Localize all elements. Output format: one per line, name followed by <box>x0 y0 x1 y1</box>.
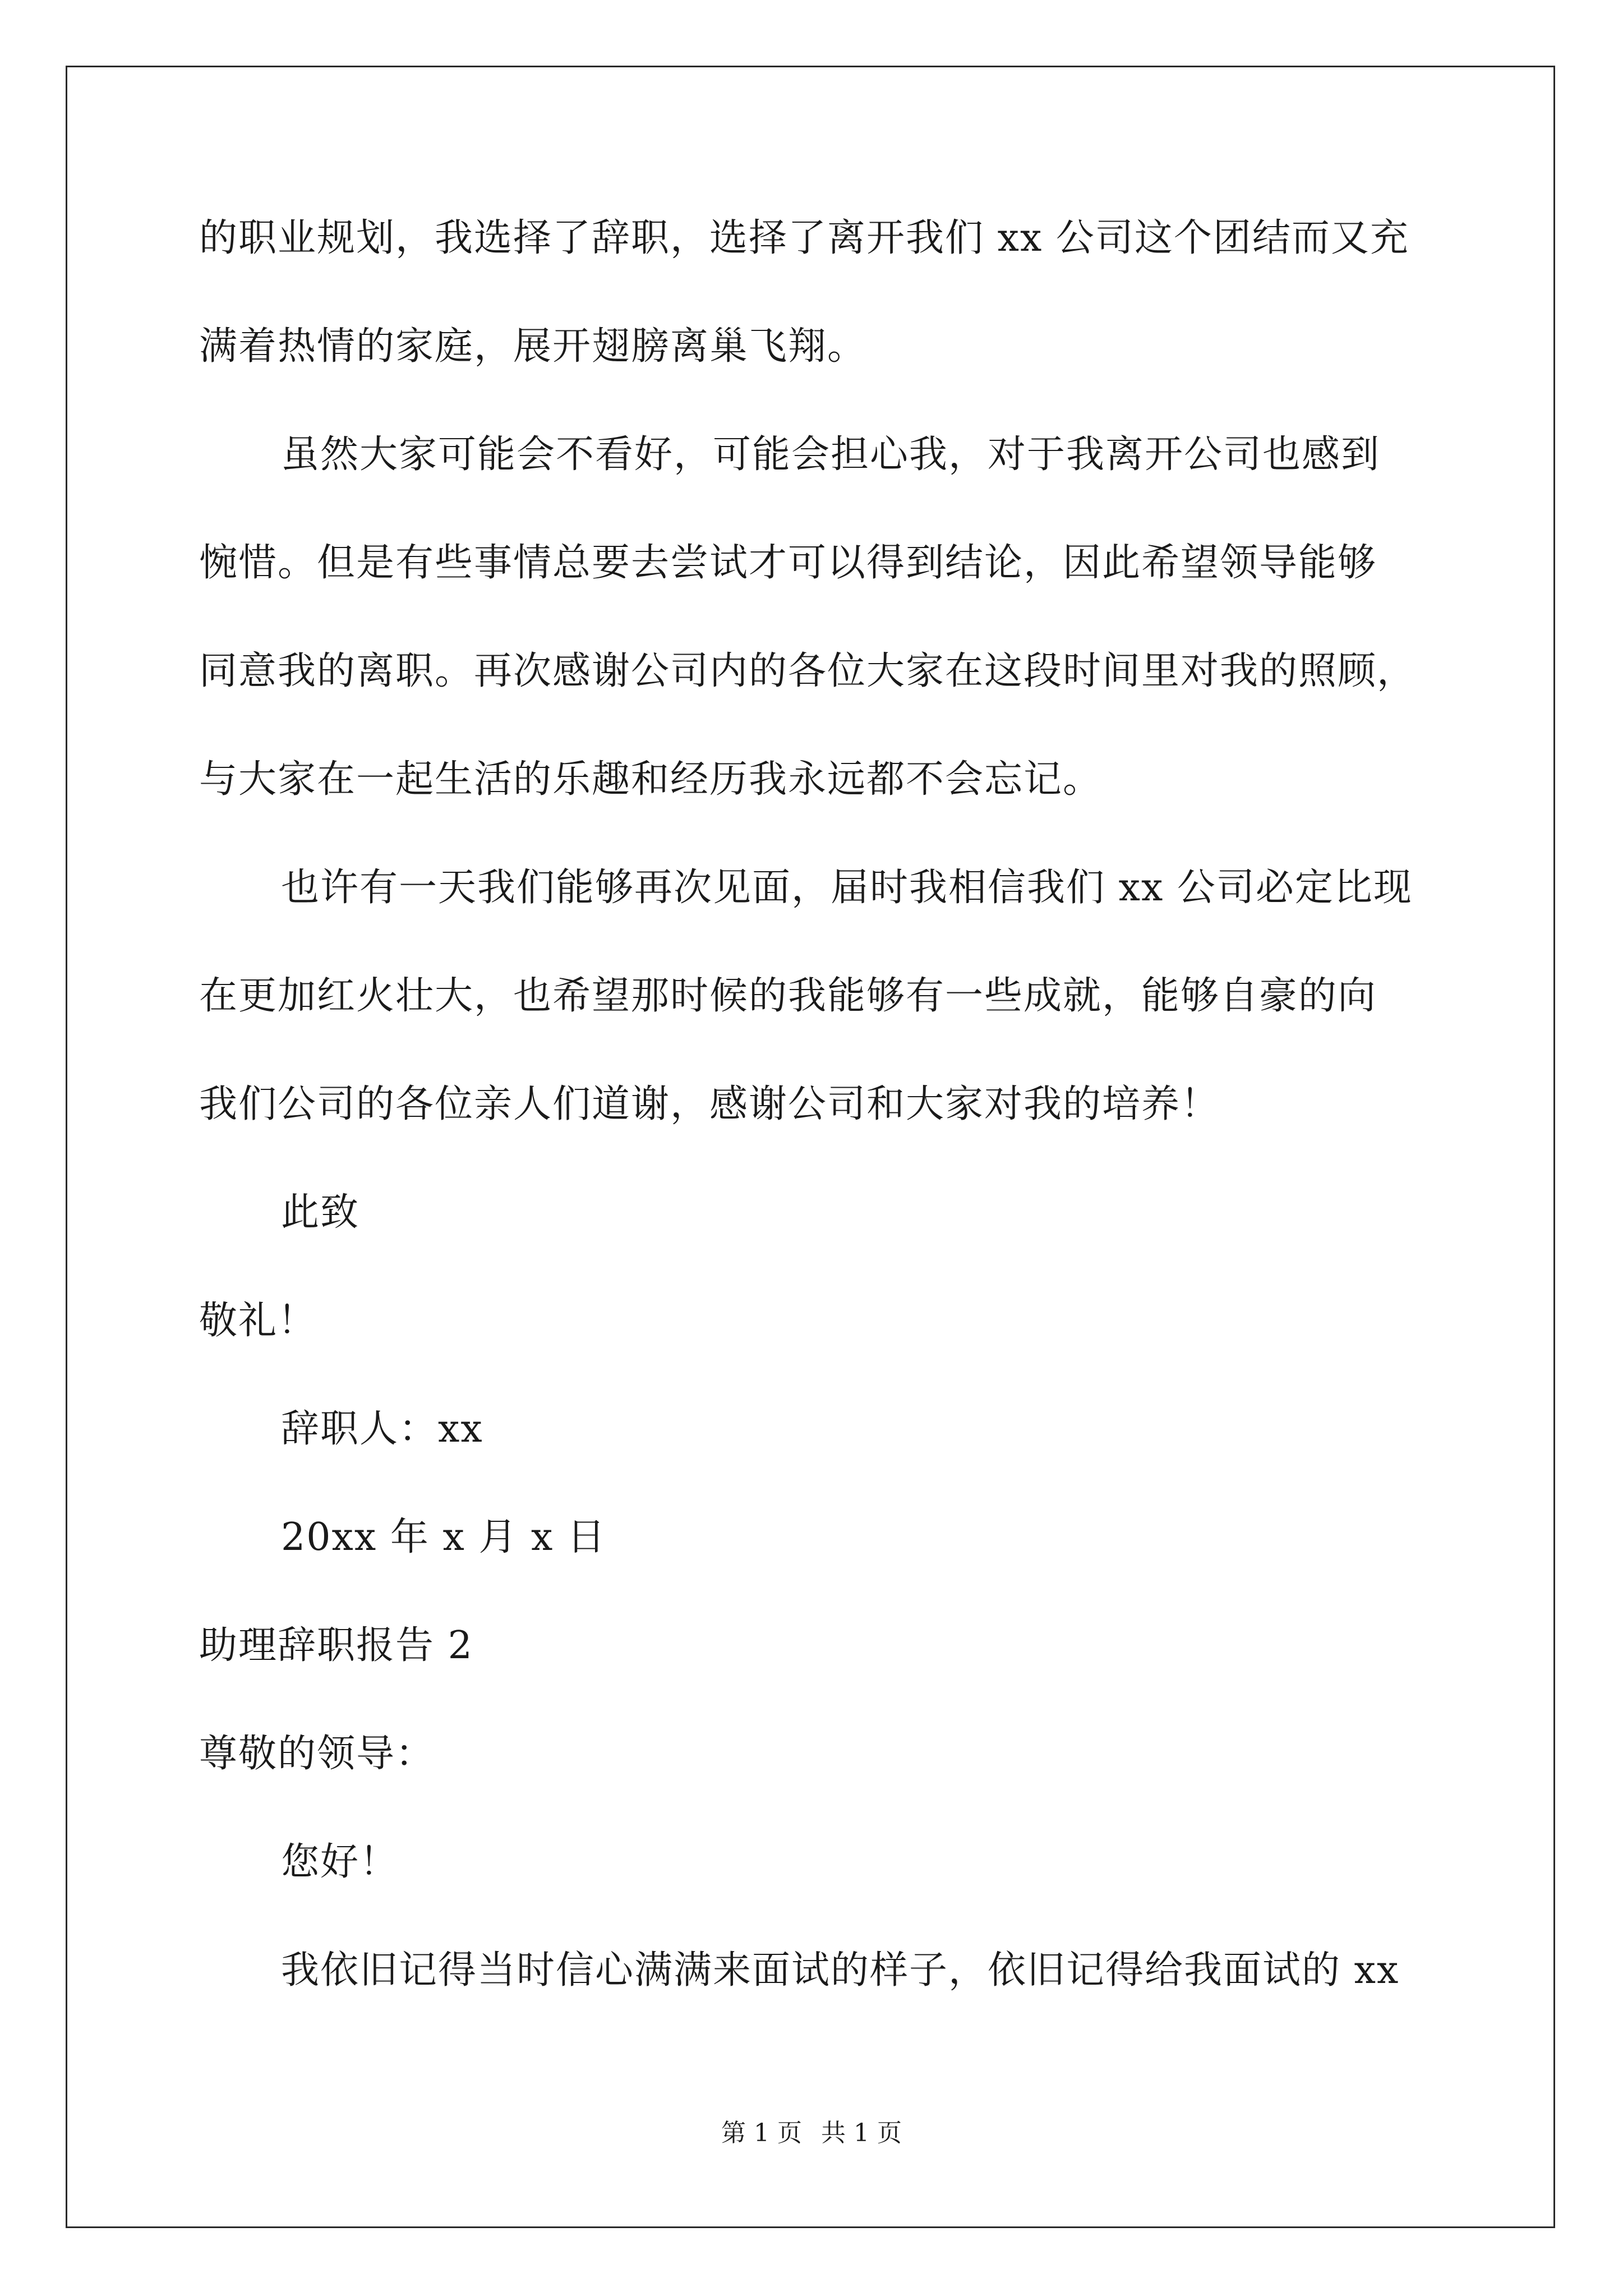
paragraph-line: 我们公司的各位亲人们道谢，感谢公司和大家对我的培养！ <box>199 1082 1220 1126</box>
paragraph-line: 虽然大家可能会不看好，可能会担心我，对于我离开公司也感到 <box>281 432 1381 477</box>
page-footer <box>0 2118 1623 2149</box>
section-title: 助理辞职报告 2 <box>199 1623 473 1668</box>
page-number-total: 共 1 页 <box>821 2119 902 2147</box>
paragraph-line: 也许有一天我们能够再次见面，届时我相信我们 xx 公司必定比现 <box>281 866 1413 910</box>
signature-line: 辞职人：xx <box>281 1407 483 1451</box>
page-number-current: 第 1 页 <box>721 2119 802 2147</box>
paragraph-line: 我依旧记得当时信心满满来面试的样子，依旧记得给我面试的 xx <box>281 1948 1400 1993</box>
paragraph-line: 满着热情的家庭，展开翅膀离巢飞翔。 <box>199 324 867 369</box>
page-border <box>66 66 1555 2228</box>
paragraph-line: 的职业规划，我选择了辞职，选择了离开我们 xx 公司这个团结而又充 <box>199 216 1409 260</box>
paragraph-line: 同意我的离职。再次感谢公司内的各位大家在这段时间里对我的照顾， <box>199 649 1417 693</box>
greeting: 您好！ <box>281 1840 399 1884</box>
paragraph-line: 在更加红火壮大，也希望那时候的我能够有一些成就，能够自豪的向 <box>199 974 1377 1018</box>
date-line: 20xx 年 x 月 x 日 <box>281 1515 607 1559</box>
paragraph-line: 惋惜。但是有些事情总要去尝试才可以得到结论，因此希望领导能够 <box>199 541 1377 585</box>
closing-regards: 敬礼！ <box>199 1299 317 1343</box>
paragraph-line: 与大家在一起生活的乐趣和经历我永远都不会忘记。 <box>199 757 1103 802</box>
salutation: 尊敬的领导： <box>199 1732 435 1776</box>
closing-salutation: 此致 <box>281 1190 360 1235</box>
